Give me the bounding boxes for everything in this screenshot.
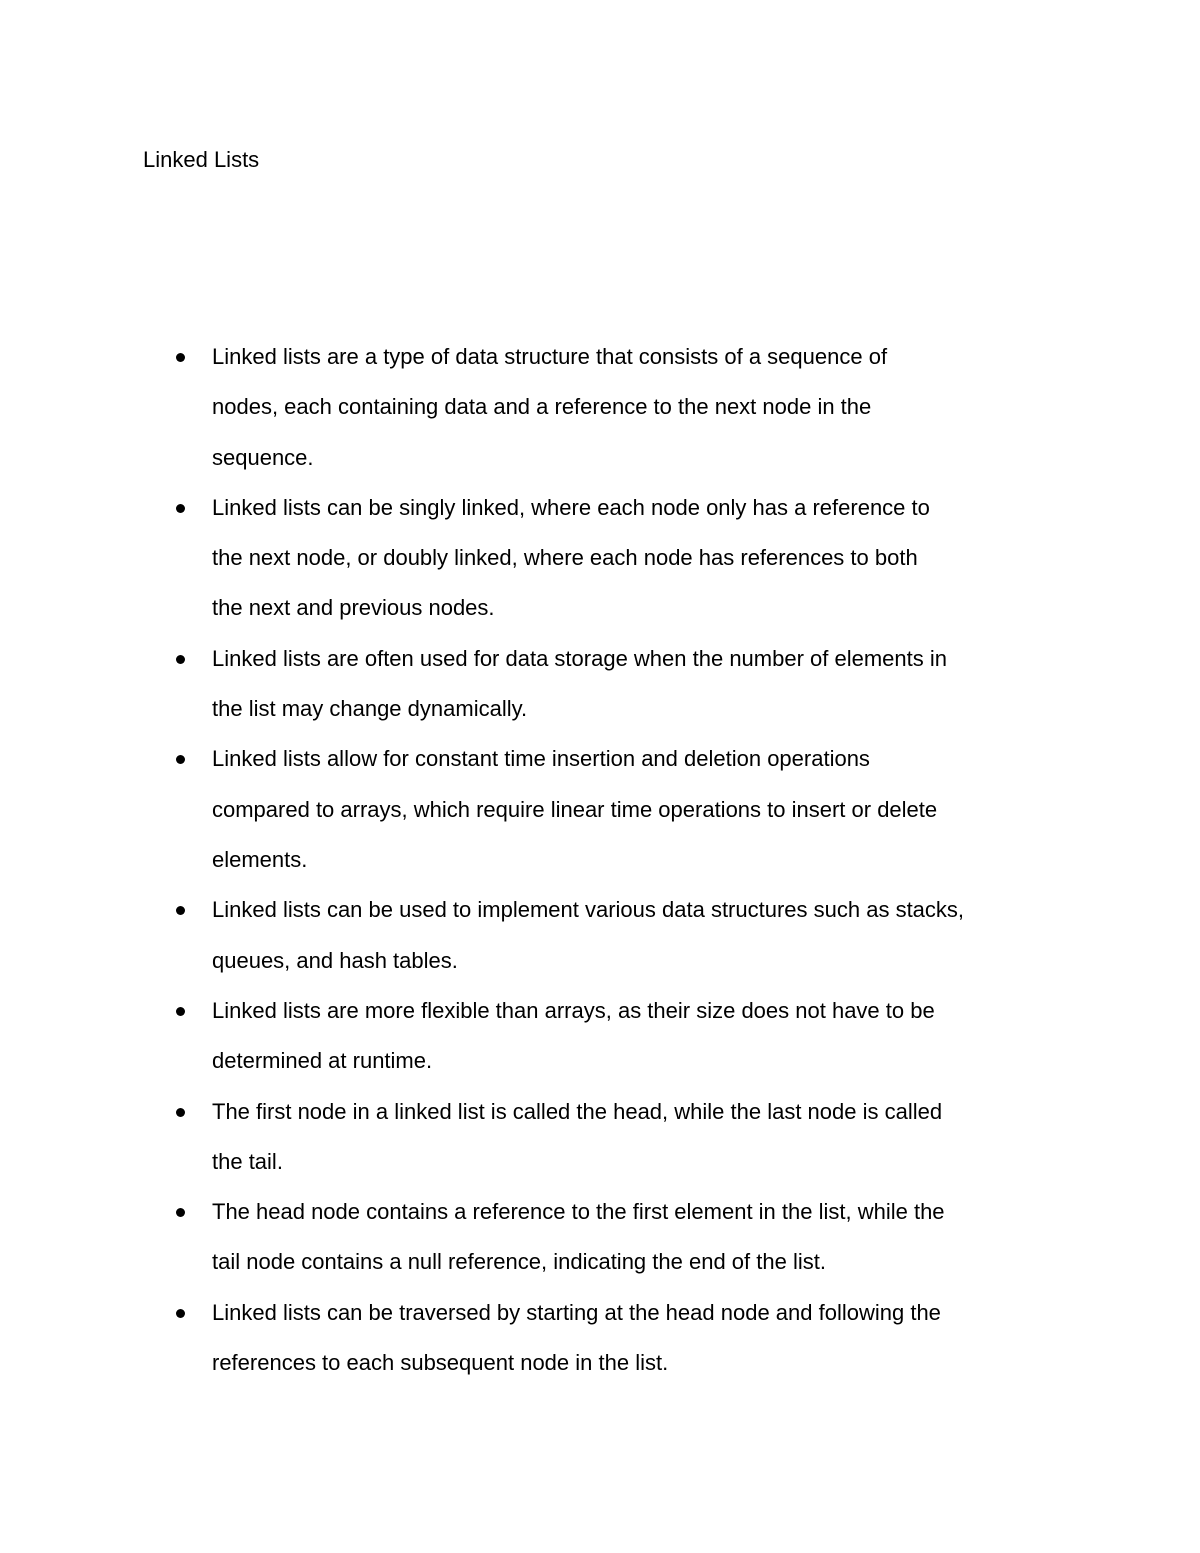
document-title: Linked Lists (143, 147, 260, 172)
bullet-text (212, 332, 1082, 483)
bullet-text (212, 1087, 1082, 1188)
bullet-text-line: Linked lists are more flexible than arrays, as their size does not have to be (212, 997, 935, 1023)
bullet-text (212, 1288, 1082, 1389)
bullet-text-line: The first node in a linked list is called the head, while the last node is called (212, 1098, 943, 1124)
bullet-text-line: elements. (212, 846, 308, 872)
bullet-dot-icon (176, 1309, 185, 1318)
bullet-text (212, 734, 1082, 885)
bullet-text-line: the list may change dynamically. (212, 696, 528, 722)
bullet-text-line: Linked lists can be singly linked, where each node only has a reference to (212, 494, 930, 520)
bullet-dot-icon (176, 353, 185, 362)
bullet-text (212, 1187, 1082, 1288)
bullet-text (212, 986, 1082, 1087)
bullet-text-line: references to each subsequent node in the list. (212, 1349, 669, 1375)
bullet-text (212, 885, 1082, 986)
bullet-text-line: Linked lists allow for constant time insertion and deletion operations (212, 746, 870, 772)
bullet-text-line: Linked lists are often used for data storage when the number of elements in (212, 645, 947, 671)
bullet-text-line: Linked lists can be traversed by starting at the head node and following the (212, 1299, 941, 1325)
bullet-text-line: the next node, or doubly linked, where each node has references to both (212, 545, 918, 571)
bullet-text-line: nodes, each containing data and a reference to the next node in the (212, 394, 872, 420)
bullet-text-line: the tail. (212, 1148, 283, 1174)
bullet-dot-icon (176, 1208, 185, 1217)
bullet-text-line: The head node contains a reference to the first element in the list, while the (212, 1199, 945, 1225)
bullet-text-line: sequence. (212, 444, 314, 470)
bullet-text-line: queues, and hash tables. (212, 947, 458, 973)
bullet-text (212, 634, 1082, 735)
bullet-text-line: tail node contains a null reference, indicating the end of the list. (212, 1249, 826, 1275)
bullet-dot-icon (176, 755, 185, 764)
bullet-text-line: Linked lists can be used to implement various data structures such as stacks, (212, 897, 965, 923)
bullet-text-line: compared to arrays, which require linear time operations to insert or delete (212, 796, 938, 822)
bullet-dot-icon (176, 504, 185, 513)
bullet-dot-icon (176, 655, 185, 664)
bullet-text (212, 483, 1082, 634)
bullet-text-line: Linked lists are a type of data structure that consists of a sequence of (212, 344, 888, 369)
bullet-dot-icon (176, 1007, 185, 1016)
bullet-text-line: the next and previous nodes. (212, 595, 495, 621)
bullet-dot-icon (176, 1108, 185, 1117)
bullet-text-line: determined at runtime. (212, 1048, 433, 1074)
bullet-dot-icon (176, 906, 185, 915)
